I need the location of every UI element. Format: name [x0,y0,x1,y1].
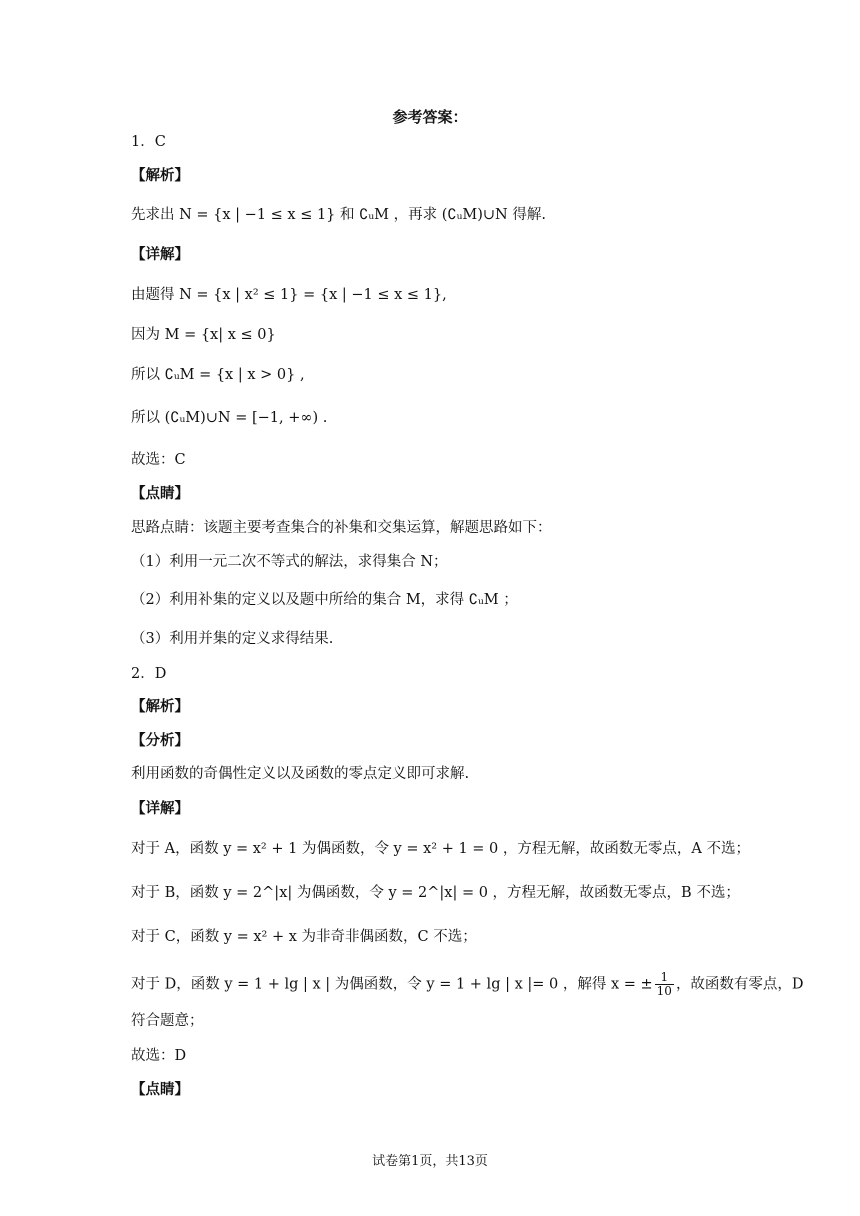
q1-detail-line-4: 所以 (∁ᵤM)∪N = [−1, +∞) . [131,410,328,426]
q1-comment-line-1: （1）利用一元二次不等式的解法，求得集合 N； [131,554,448,570]
q2-answer: 故选：D [131,1048,187,1064]
q2-analysis-label: 【解析】 [131,698,189,715]
q2-detail-d-pre: 对于 D，函数 y = 1 + lg | x | 为偶函数，令 y = 1 + lg | x |= 0 ，解得 x = ± [131,976,653,993]
q2-fenxi-label: 【分析】 [131,732,189,749]
q2-detail-d-cont: 符合题意； [131,1013,204,1029]
q1-number: 1．C [131,134,166,150]
q2-fenxi-text: 利用函数的奇偶性定义以及函数的零点定义即可求解. [131,766,470,782]
q1-comment-line-3: （3）利用并集的定义求得结果. [131,631,334,647]
q1-comment-line-2: （2）利用补集的定义以及题中所给的集合 M，求得 ∁ᵤM ； [131,592,518,608]
q1-comment-label: 【点睛】 [131,485,189,502]
q2-number: 2．D [131,666,167,682]
q2-detail-a: 对于 A，函数 y = x² + 1 为偶函数，令 y = x² + 1 = 0 ，方程无解，故函数无零点，A 不选； [131,841,750,857]
q1-detail-label: 【详解】 [131,246,189,263]
q1-analysis-label: 【解析】 [131,167,189,184]
q2-detail-b: 对于 B，函数 y = 2^|x| 为偶函数，令 y = 2^|x| = 0 ，方程无解，故函数无零点，B 不选； [131,885,740,901]
q1-detail-line-2: 因为 M = {x| x ≤ 0} [131,327,276,343]
fraction-numerator: 1 [655,971,674,985]
fraction [655,971,674,998]
fraction-denominator: 10 [656,984,672,998]
q1-analysis-text: 先求出 N = {x | −1 ≤ x ≤ 1} 和 ∁ᵤM ，再求 (∁ᵤM)∪N 得解. [131,207,546,223]
q2-comment-label: 【点睛】 [131,1081,189,1098]
q1-detail-line-3: 所以 ∁ᵤM = {x | x > 0} , [131,367,305,383]
page-title: 参考答案： [392,108,468,126]
page-footer: 试卷第1页，共13页 [372,1154,488,1169]
q2-detail-c: 对于 C，函数 y = x² + x 为非奇非偶函数，C 不选； [131,929,477,945]
q2-detail-d [131,971,804,998]
q2-detail-label: 【详解】 [131,800,189,817]
q1-comment-line-0: 思路点睛：该题主要考查集合的补集和交集运算，解题思路如下： [131,520,552,536]
q2-detail-d-post: ，故函数有零点，D [675,976,804,993]
q1-answer: 故选：C [131,452,186,468]
q1-detail-line-1: 由题得 N = {x | x² ≤ 1} = {x | −1 ≤ x ≤ 1}, [131,287,447,303]
